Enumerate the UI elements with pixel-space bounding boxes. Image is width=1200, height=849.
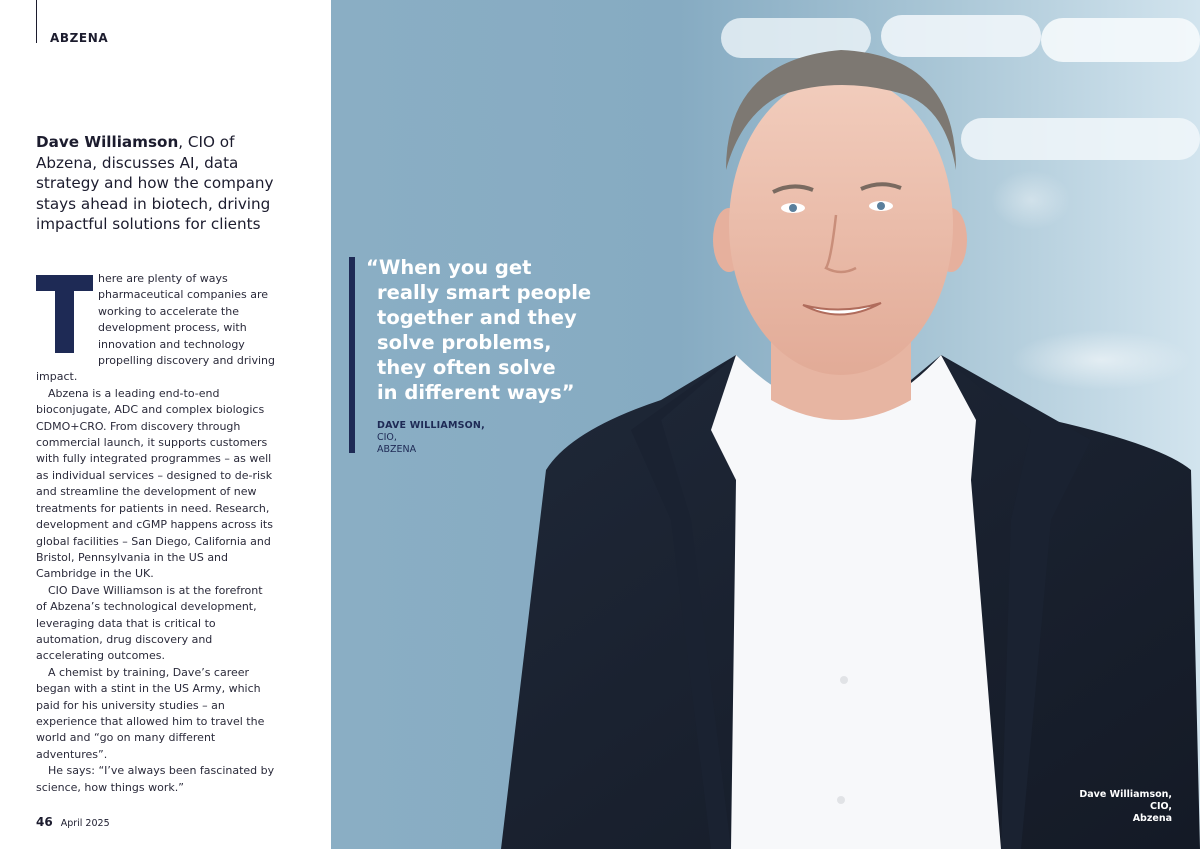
pull-quote-line: together and they bbox=[377, 306, 577, 329]
pull-quote-bar bbox=[349, 257, 355, 453]
attribution-title: CIO, bbox=[377, 432, 397, 443]
article-body bbox=[36, 271, 276, 796]
caption-title: CIO, bbox=[1150, 801, 1172, 812]
caption-company: Abzena bbox=[1132, 813, 1172, 824]
attribution-company: ABZENA bbox=[377, 444, 417, 455]
pull-quote-attribution bbox=[377, 420, 485, 456]
pull-quote-line: really smart people bbox=[377, 281, 592, 304]
caption-name: Dave Williamson, bbox=[1079, 789, 1172, 800]
body-paragraph: here are plenty of ways pharmaceutical companies are working to accelerate the development process, with innovation and technology propelling discovery and driving impact. bbox=[36, 272, 275, 384]
attribution-name: DAVE WILLIAMSON, bbox=[377, 420, 485, 431]
standfirst bbox=[36, 132, 298, 235]
standfirst-name: Dave Williamson bbox=[36, 133, 179, 151]
standfirst-text: , CIO of Abzena, discusses AI, data strategy and how the company stays ahead in biotech, driving impactful solutions for clients bbox=[36, 133, 274, 233]
body-paragraph: Abzena is a leading end-to-end bioconjugate, ADC and complex biologics CDMO+CRO. From discovery through commercial launch, it supports customers with fully integrated programmes – as well as individual services – designed to de-risk and streamline the development of new treatments for patients in need. Research, development and cGMP happens across its global facilities – San Diego, California and Bristol, Pennsylvania in the US and Cambridge in the UK. bbox=[36, 386, 273, 581]
section-divider bbox=[36, 0, 37, 43]
pull-quote-line: in different ways” bbox=[377, 381, 575, 404]
body-paragraph: A chemist by training, Dave’s career began with a stint in the US Army, which paid for his university studies – an experience that allowed him to travel the world and “go on many different adventures”. bbox=[36, 665, 265, 761]
drop-cap bbox=[36, 275, 93, 355]
pull-quote-line: they often solve bbox=[377, 356, 556, 379]
issue-date: April 2025 bbox=[60, 818, 110, 829]
pull-quote bbox=[366, 255, 596, 405]
page-number: 46 bbox=[36, 815, 53, 829]
article-text-column bbox=[0, 0, 331, 849]
pull-quote-line: “When you get bbox=[366, 256, 532, 279]
body-paragraph: He says: “I’ve always been fascinated by science, how things work.” bbox=[36, 764, 275, 794]
section-tag: ABZENA bbox=[50, 31, 109, 45]
pull-quote-line: solve problems, bbox=[377, 331, 552, 354]
body-paragraph: CIO Dave Williamson is at the forefront of Abzena’s technological development, leveraging data that is critical to automation, drug discovery and accelerating outcomes. bbox=[36, 583, 263, 663]
photo-caption bbox=[1079, 789, 1172, 825]
page-folio bbox=[36, 815, 110, 829]
